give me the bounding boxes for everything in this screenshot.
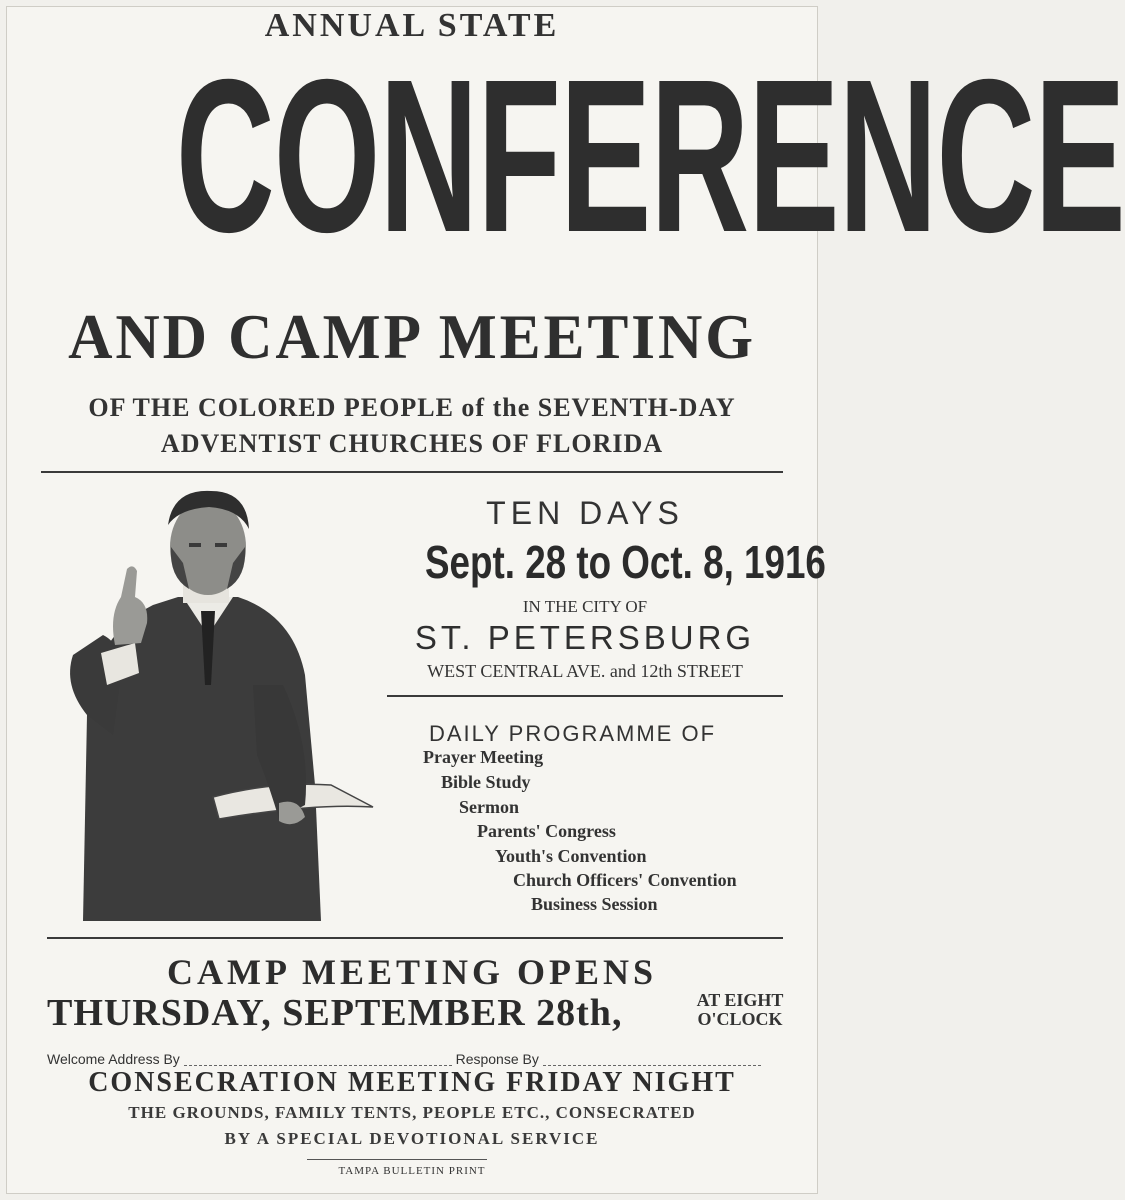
printer-rule: [307, 1159, 487, 1160]
consecration-title: CONSECRATION MEETING FRIDAY NIGHT: [88, 1067, 736, 1098]
lower-divider: [47, 937, 783, 939]
subtitle-line-2: ADVENTIST CHURCHES OF FLORIDA: [160, 429, 664, 458]
consecration-line-2: BY A SPECIAL DEVOTIONAL SERVICE: [224, 1129, 600, 1148]
ten-days-label: TEN DAYS: [486, 495, 684, 531]
opening-time-line-1: AT EIGHT: [696, 990, 784, 1010]
printer-credit: TAMPA BULLETIN PRINT: [338, 1165, 486, 1177]
welcome-label: Welcome Address By: [47, 1051, 180, 1067]
conference-title: CONFERENCE: [175, 35, 1125, 278]
response-label: Response By: [455, 1051, 539, 1067]
camp-meeting-title: AND CAMP MEETING: [68, 301, 756, 372]
programme-item: Youth's Convention: [495, 846, 647, 866]
annual-state-heading: ANNUAL STATE: [264, 7, 560, 44]
consecration-line-1: THE GROUNDS, FAMILY TENTS, PEOPLE ETC., CONSECRATED: [128, 1103, 696, 1122]
welcome-blank: [184, 1055, 452, 1066]
opening-day: THURSDAY, SEPTEMBER 28th,: [47, 992, 623, 1034]
opening-time-line-2: O'CLOCK: [697, 1009, 783, 1029]
event-divider: [387, 695, 783, 697]
programme-item: Business Session: [531, 894, 658, 914]
programme-item: Parents' Congress: [477, 821, 616, 841]
street-address: WEST CENTRAL AVE. and 12th STREET: [427, 661, 743, 681]
programme-item: Church Officers' Convention: [513, 870, 737, 890]
programme-heading: DAILY PROGRAMME OF: [429, 721, 717, 746]
programme-item: Prayer Meeting: [423, 747, 544, 767]
response-blank: [543, 1055, 761, 1066]
top-divider: [41, 471, 783, 473]
welcome-response-line: [47, 1051, 761, 1067]
subtitle-line-1: OF THE COLORED PEOPLE of the SEVENTH-DAY: [88, 393, 736, 422]
poster-sheet: [6, 6, 1125, 1194]
programme-item: Bible Study: [441, 772, 531, 792]
preacher-portrait: [43, 485, 373, 921]
opening-time: [685, 991, 795, 1029]
programme-item: Sermon: [459, 797, 519, 817]
event-dates: Sept. 28 to Oct. 8, 1916: [425, 536, 826, 588]
camp-meeting-opens: CAMP MEETING OPENS: [166, 952, 658, 992]
city-name: ST. PETERSBURG: [414, 619, 756, 656]
in-city-label: IN THE CITY OF: [522, 597, 648, 616]
